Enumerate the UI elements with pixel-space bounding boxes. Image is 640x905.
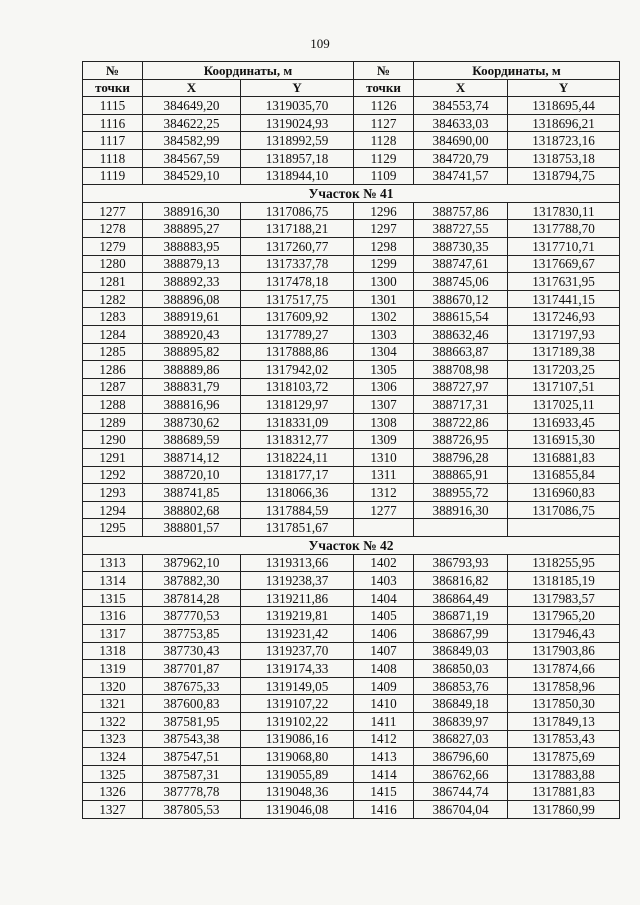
y-coordinate-cell: 1317631,95 — [508, 273, 620, 291]
table-row — [83, 202, 620, 220]
y-coordinate-cell: 1318723,16 — [508, 132, 620, 150]
x-coordinate-cell: 388920,43 — [143, 325, 241, 343]
y-coordinate-cell: 1317965,20 — [508, 607, 620, 625]
point-number-cell: 1322 — [83, 712, 143, 730]
x-coordinate-cell: 387753,85 — [143, 625, 241, 643]
y-coordinate-cell: 1317883,88 — [508, 765, 620, 783]
section-row — [83, 185, 620, 203]
y-coordinate-cell: 1317710,71 — [508, 237, 620, 255]
table-row — [83, 554, 620, 572]
y-coordinate-cell: 1317260,77 — [241, 237, 354, 255]
x-coordinate-cell: 388892,33 — [143, 273, 241, 291]
x-coordinate-cell: 388720,10 — [143, 466, 241, 484]
x-coordinate-cell: 388919,61 — [143, 308, 241, 326]
point-number-cell: 1411 — [354, 712, 414, 730]
y-coordinate-cell: 1317851,67 — [241, 519, 354, 537]
table-row — [83, 730, 620, 748]
y-coordinate-cell: 1318185,19 — [508, 572, 620, 590]
point-number-cell: 1283 — [83, 308, 143, 326]
y-coordinate-cell: 1317830,11 — [508, 202, 620, 220]
x-coordinate-cell: 384553,74 — [414, 97, 508, 115]
y-coordinate-cell: 1318992,59 — [241, 132, 354, 150]
x-coordinate-cell: 386850,03 — [414, 660, 508, 678]
point-number-cell: 1316 — [83, 607, 143, 625]
table-row — [83, 449, 620, 467]
table-row — [83, 413, 620, 431]
y-coordinate-cell: 1317789,27 — [241, 325, 354, 343]
x-coordinate-cell: 387701,87 — [143, 660, 241, 678]
x-coordinate-cell: 388747,61 — [414, 255, 508, 273]
x-coordinate-cell: 386867,99 — [414, 625, 508, 643]
x-coordinate-cell: 386816,82 — [414, 572, 508, 590]
point-number-cell: 1305 — [354, 361, 414, 379]
table-row — [83, 712, 620, 730]
x-coordinate-cell: 387543,38 — [143, 730, 241, 748]
point-number-cell: 1416 — [354, 800, 414, 818]
x-coordinate-cell — [414, 519, 508, 537]
x-header: X — [414, 79, 508, 97]
section-row — [83, 537, 620, 555]
point-number-cell: 1286 — [83, 361, 143, 379]
point-number-cell: 1309 — [354, 431, 414, 449]
table-row — [83, 325, 620, 343]
table-row — [83, 97, 620, 115]
y-coordinate-cell: 1316855,84 — [508, 466, 620, 484]
table-row — [83, 396, 620, 414]
point-number-cell: 1317 — [83, 625, 143, 643]
y-coordinate-cell: 1319046,08 — [241, 800, 354, 818]
table-row — [83, 660, 620, 678]
table-row — [83, 431, 620, 449]
y-coordinate-cell: 1316915,30 — [508, 431, 620, 449]
table-row — [83, 783, 620, 801]
x-coordinate-cell: 387547,51 — [143, 748, 241, 766]
y-coordinate-cell: 1319313,66 — [241, 554, 354, 572]
y-coordinate-cell: 1317875,69 — [508, 748, 620, 766]
x-coordinate-cell: 388865,91 — [414, 466, 508, 484]
y-coordinate-cell: 1317903,86 — [508, 642, 620, 660]
point-number-cell: 1298 — [354, 237, 414, 255]
point-number-cell — [354, 519, 414, 537]
y-coordinate-cell: 1317853,43 — [508, 730, 620, 748]
y-coordinate-cell: 1319068,80 — [241, 748, 354, 766]
x-coordinate-cell: 384741,57 — [414, 167, 508, 185]
y-coordinate-cell: 1318957,18 — [241, 149, 354, 167]
x-coordinate-cell: 388708,98 — [414, 361, 508, 379]
x-coordinate-cell: 388889,86 — [143, 361, 241, 379]
y-coordinate-cell: 1318103,72 — [241, 378, 354, 396]
y-coordinate-cell: 1318794,75 — [508, 167, 620, 185]
x-coordinate-cell: 388730,62 — [143, 413, 241, 431]
y-coordinate-cell: 1317517,75 — [241, 290, 354, 308]
x-coordinate-cell: 387778,78 — [143, 783, 241, 801]
y-coordinate-cell: 1317441,15 — [508, 290, 620, 308]
x-coordinate-cell: 386704,04 — [414, 800, 508, 818]
table-row — [83, 290, 620, 308]
section-title: Участок № 41 — [83, 185, 620, 203]
y-coordinate-cell: 1317874,66 — [508, 660, 620, 678]
point-number-cell: 1300 — [354, 273, 414, 291]
y-coordinate-cell: 1317189,38 — [508, 343, 620, 361]
point-number-cell: 1296 — [354, 202, 414, 220]
x-coordinate-cell: 388727,55 — [414, 220, 508, 238]
y-coordinate-cell: 1319231,42 — [241, 625, 354, 643]
point-number-cell: 1116 — [83, 114, 143, 132]
x-coordinate-cell: 387675,33 — [143, 677, 241, 695]
x-coordinate-cell: 388663,87 — [414, 343, 508, 361]
table-row — [83, 114, 620, 132]
table-row — [83, 677, 620, 695]
x-coordinate-cell: 388670,12 — [414, 290, 508, 308]
x-coordinate-cell: 384582,99 — [143, 132, 241, 150]
y-coordinate-cell — [508, 519, 620, 537]
coordinates-header: Координаты, м — [143, 62, 354, 80]
y-coordinate-cell: 1317849,13 — [508, 712, 620, 730]
x-coordinate-cell: 387587,31 — [143, 765, 241, 783]
y-coordinate-cell: 1319024,93 — [241, 114, 354, 132]
x-coordinate-cell: 388745,06 — [414, 273, 508, 291]
point-number-cell: 1280 — [83, 255, 143, 273]
x-coordinate-cell: 386871,19 — [414, 607, 508, 625]
point-number-cell: 1409 — [354, 677, 414, 695]
point-number-cell: 1406 — [354, 625, 414, 643]
x-coordinate-cell: 388916,30 — [414, 501, 508, 519]
x-coordinate-cell: 384720,79 — [414, 149, 508, 167]
x-coordinate-cell: 387962,10 — [143, 554, 241, 572]
y-coordinate-cell: 1319149,05 — [241, 677, 354, 695]
point-number-cell: 1319 — [83, 660, 143, 678]
y-coordinate-cell: 1317337,78 — [241, 255, 354, 273]
x-coordinate-cell: 386793,93 — [414, 554, 508, 572]
point-number-cell: 1295 — [83, 519, 143, 537]
point-number-cell: 1318 — [83, 642, 143, 660]
point-number-cell: 1326 — [83, 783, 143, 801]
point-number-cell: 1109 — [354, 167, 414, 185]
x-coordinate-cell: 386864,49 — [414, 589, 508, 607]
table-row — [83, 625, 620, 643]
y-coordinate-cell: 1318944,10 — [241, 167, 354, 185]
x-coordinate-cell: 388879,13 — [143, 255, 241, 273]
section-title: Участок № 42 — [83, 537, 620, 555]
y-coordinate-cell: 1318696,21 — [508, 114, 620, 132]
point-label-header: точки — [354, 79, 414, 97]
x-coordinate-cell: 388895,82 — [143, 343, 241, 361]
y-coordinate-cell: 1317086,75 — [508, 501, 620, 519]
y-coordinate-cell: 1319238,37 — [241, 572, 354, 590]
table-row — [83, 642, 620, 660]
y-coordinate-cell: 1318695,44 — [508, 97, 620, 115]
point-number-cell: 1307 — [354, 396, 414, 414]
y-coordinate-cell: 1319048,36 — [241, 783, 354, 801]
point-number-cell: 1403 — [354, 572, 414, 590]
y-coordinate-cell: 1319055,89 — [241, 765, 354, 783]
point-number-cell: 1302 — [354, 308, 414, 326]
y-coordinate-cell: 1318066,36 — [241, 484, 354, 502]
table-row — [83, 765, 620, 783]
point-label-header: точки — [83, 79, 143, 97]
point-number-cell: 1321 — [83, 695, 143, 713]
point-number-cell: 1299 — [354, 255, 414, 273]
y-coordinate-cell: 1317025,11 — [508, 396, 620, 414]
point-number-cell: 1278 — [83, 220, 143, 238]
point-number-cell: 1291 — [83, 449, 143, 467]
y-coordinate-cell: 1319219,81 — [241, 607, 354, 625]
point-number-cell: 1281 — [83, 273, 143, 291]
point-number-cell: 1127 — [354, 114, 414, 132]
point-number-header: № — [83, 62, 143, 80]
x-coordinate-cell: 388895,27 — [143, 220, 241, 238]
point-number-cell: 1285 — [83, 343, 143, 361]
x-coordinate-cell: 387730,43 — [143, 642, 241, 660]
y-coordinate-cell: 1319237,70 — [241, 642, 354, 660]
point-number-cell: 1126 — [354, 97, 414, 115]
point-number-cell: 1324 — [83, 748, 143, 766]
table-row — [83, 361, 620, 379]
x-coordinate-cell: 387805,53 — [143, 800, 241, 818]
x-coordinate-cell: 388615,54 — [414, 308, 508, 326]
x-coordinate-cell: 387581,95 — [143, 712, 241, 730]
x-coordinate-cell: 384633,03 — [414, 114, 508, 132]
table-row — [83, 501, 620, 519]
y-coordinate-cell: 1317858,96 — [508, 677, 620, 695]
point-number-cell: 1325 — [83, 765, 143, 783]
point-number-cell: 1413 — [354, 748, 414, 766]
x-coordinate-cell: 388916,30 — [143, 202, 241, 220]
point-number-cell: 1402 — [354, 554, 414, 572]
x-coordinate-cell: 386839,97 — [414, 712, 508, 730]
point-number-cell: 1311 — [354, 466, 414, 484]
x-coordinate-cell: 388883,95 — [143, 237, 241, 255]
point-number-cell: 1315 — [83, 589, 143, 607]
y-coordinate-cell: 1317888,86 — [241, 343, 354, 361]
table-row — [83, 273, 620, 291]
table-row — [83, 748, 620, 766]
point-number-cell: 1301 — [354, 290, 414, 308]
y-coordinate-cell: 1317246,93 — [508, 308, 620, 326]
point-number-cell: 1408 — [354, 660, 414, 678]
x-coordinate-cell: 386762,66 — [414, 765, 508, 783]
x-coordinate-cell: 384622,25 — [143, 114, 241, 132]
x-coordinate-cell: 386796,60 — [414, 748, 508, 766]
y-coordinate-cell: 1317478,18 — [241, 273, 354, 291]
y-coordinate-cell: 1317884,59 — [241, 501, 354, 519]
y-coordinate-cell: 1318255,95 — [508, 554, 620, 572]
table-row — [83, 695, 620, 713]
x-coordinate-cell: 388896,08 — [143, 290, 241, 308]
point-number-cell: 1313 — [83, 554, 143, 572]
x-coordinate-cell: 388726,95 — [414, 431, 508, 449]
point-number-cell: 1323 — [83, 730, 143, 748]
y-coordinate-cell: 1317942,02 — [241, 361, 354, 379]
y-coordinate-cell: 1319102,22 — [241, 712, 354, 730]
y-coordinate-cell: 1318224,11 — [241, 449, 354, 467]
y-coordinate-cell: 1317983,57 — [508, 589, 620, 607]
point-number-cell: 1290 — [83, 431, 143, 449]
y-header: Y — [241, 79, 354, 97]
x-coordinate-cell: 384567,59 — [143, 149, 241, 167]
x-coordinate-cell: 386853,76 — [414, 677, 508, 695]
y-coordinate-cell: 1317850,30 — [508, 695, 620, 713]
x-coordinate-cell: 386827,03 — [414, 730, 508, 748]
y-coordinate-cell: 1319107,22 — [241, 695, 354, 713]
table-row — [83, 167, 620, 185]
point-number-cell: 1128 — [354, 132, 414, 150]
point-number-cell: 1407 — [354, 642, 414, 660]
y-coordinate-cell: 1317086,75 — [241, 202, 354, 220]
y-coordinate-cell: 1318177,17 — [241, 466, 354, 484]
point-number-cell: 1289 — [83, 413, 143, 431]
x-coordinate-cell: 384649,20 — [143, 97, 241, 115]
point-number-cell: 1117 — [83, 132, 143, 150]
point-number-cell: 1327 — [83, 800, 143, 818]
y-coordinate-cell: 1318129,97 — [241, 396, 354, 414]
point-number-cell: 1308 — [354, 413, 414, 431]
table-row — [83, 466, 620, 484]
point-number-cell: 1282 — [83, 290, 143, 308]
table-row — [83, 589, 620, 607]
point-number-cell: 1119 — [83, 167, 143, 185]
point-number-cell: 1304 — [354, 343, 414, 361]
table-row — [83, 237, 620, 255]
x-header: X — [143, 79, 241, 97]
x-coordinate-cell: 387600,83 — [143, 695, 241, 713]
x-coordinate-cell: 387770,53 — [143, 607, 241, 625]
y-coordinate-cell: 1316881,83 — [508, 449, 620, 467]
x-coordinate-cell: 388831,79 — [143, 378, 241, 396]
y-coordinate-cell: 1318753,18 — [508, 149, 620, 167]
table-row — [83, 343, 620, 361]
point-number-cell: 1410 — [354, 695, 414, 713]
point-number-cell: 1287 — [83, 378, 143, 396]
x-coordinate-cell: 388689,59 — [143, 431, 241, 449]
y-coordinate-cell: 1319035,70 — [241, 97, 354, 115]
point-number-cell: 1279 — [83, 237, 143, 255]
table-row — [83, 519, 620, 537]
y-coordinate-cell: 1317946,43 — [508, 625, 620, 643]
table-row — [83, 378, 620, 396]
table-body — [83, 97, 620, 818]
coordinates-header: Координаты, м — [414, 62, 620, 80]
point-number-cell: 1297 — [354, 220, 414, 238]
x-coordinate-cell: 388816,96 — [143, 396, 241, 414]
point-number-cell: 1412 — [354, 730, 414, 748]
point-number-cell: 1293 — [83, 484, 143, 502]
table-row — [83, 149, 620, 167]
y-header: Y — [508, 79, 620, 97]
y-coordinate-cell: 1316933,45 — [508, 413, 620, 431]
table-row — [83, 484, 620, 502]
x-coordinate-cell: 388727,97 — [414, 378, 508, 396]
point-number-cell: 1294 — [83, 501, 143, 519]
table-header — [83, 62, 620, 97]
page-number: 109 — [310, 36, 330, 51]
point-number-cell: 1314 — [83, 572, 143, 590]
y-coordinate-cell: 1317107,51 — [508, 378, 620, 396]
point-number-cell: 1414 — [354, 765, 414, 783]
x-coordinate-cell: 386744,74 — [414, 783, 508, 801]
x-coordinate-cell: 388796,28 — [414, 449, 508, 467]
table-row — [83, 572, 620, 590]
x-coordinate-cell: 388802,68 — [143, 501, 241, 519]
point-number-cell: 1320 — [83, 677, 143, 695]
table-row — [83, 607, 620, 625]
x-coordinate-cell: 388955,72 — [414, 484, 508, 502]
table-row — [83, 132, 620, 150]
y-coordinate-cell: 1319086,16 — [241, 730, 354, 748]
x-coordinate-cell: 386849,18 — [414, 695, 508, 713]
x-coordinate-cell: 386849,03 — [414, 642, 508, 660]
point-number-header: № — [354, 62, 414, 80]
x-coordinate-cell: 387882,30 — [143, 572, 241, 590]
point-number-cell: 1415 — [354, 783, 414, 801]
point-number-cell: 1277 — [354, 501, 414, 519]
y-coordinate-cell: 1316960,83 — [508, 484, 620, 502]
point-number-cell: 1284 — [83, 325, 143, 343]
y-coordinate-cell: 1317860,99 — [508, 800, 620, 818]
y-coordinate-cell: 1317203,25 — [508, 361, 620, 379]
y-coordinate-cell: 1319211,86 — [241, 589, 354, 607]
y-coordinate-cell: 1317881,83 — [508, 783, 620, 801]
y-coordinate-cell: 1318312,77 — [241, 431, 354, 449]
y-coordinate-cell: 1318331,09 — [241, 413, 354, 431]
point-number-cell: 1306 — [354, 378, 414, 396]
coordinates-table — [82, 61, 620, 819]
table-row — [83, 800, 620, 818]
x-coordinate-cell: 387814,28 — [143, 589, 241, 607]
point-number-cell: 1312 — [354, 484, 414, 502]
y-coordinate-cell: 1319174,33 — [241, 660, 354, 678]
point-number-cell: 1288 — [83, 396, 143, 414]
y-coordinate-cell: 1317669,67 — [508, 255, 620, 273]
y-coordinate-cell: 1317188,21 — [241, 220, 354, 238]
x-coordinate-cell: 388741,85 — [143, 484, 241, 502]
x-coordinate-cell: 388730,35 — [414, 237, 508, 255]
point-number-cell: 1277 — [83, 202, 143, 220]
y-coordinate-cell: 1317197,93 — [508, 325, 620, 343]
x-coordinate-cell: 388714,12 — [143, 449, 241, 467]
table-row — [83, 308, 620, 326]
point-number-cell: 1303 — [354, 325, 414, 343]
point-number-cell: 1405 — [354, 607, 414, 625]
point-number-cell: 1115 — [83, 97, 143, 115]
point-number-cell: 1292 — [83, 466, 143, 484]
point-number-cell: 1118 — [83, 149, 143, 167]
table-row — [83, 255, 620, 273]
x-coordinate-cell: 388717,31 — [414, 396, 508, 414]
y-coordinate-cell: 1317609,92 — [241, 308, 354, 326]
table-row — [83, 220, 620, 238]
point-number-cell: 1404 — [354, 589, 414, 607]
point-number-cell: 1310 — [354, 449, 414, 467]
y-coordinate-cell: 1317788,70 — [508, 220, 620, 238]
x-coordinate-cell: 384690,00 — [414, 132, 508, 150]
x-coordinate-cell: 384529,10 — [143, 167, 241, 185]
point-number-cell: 1129 — [354, 149, 414, 167]
x-coordinate-cell: 388801,57 — [143, 519, 241, 537]
x-coordinate-cell: 388757,86 — [414, 202, 508, 220]
x-coordinate-cell: 388722,86 — [414, 413, 508, 431]
x-coordinate-cell: 388632,46 — [414, 325, 508, 343]
